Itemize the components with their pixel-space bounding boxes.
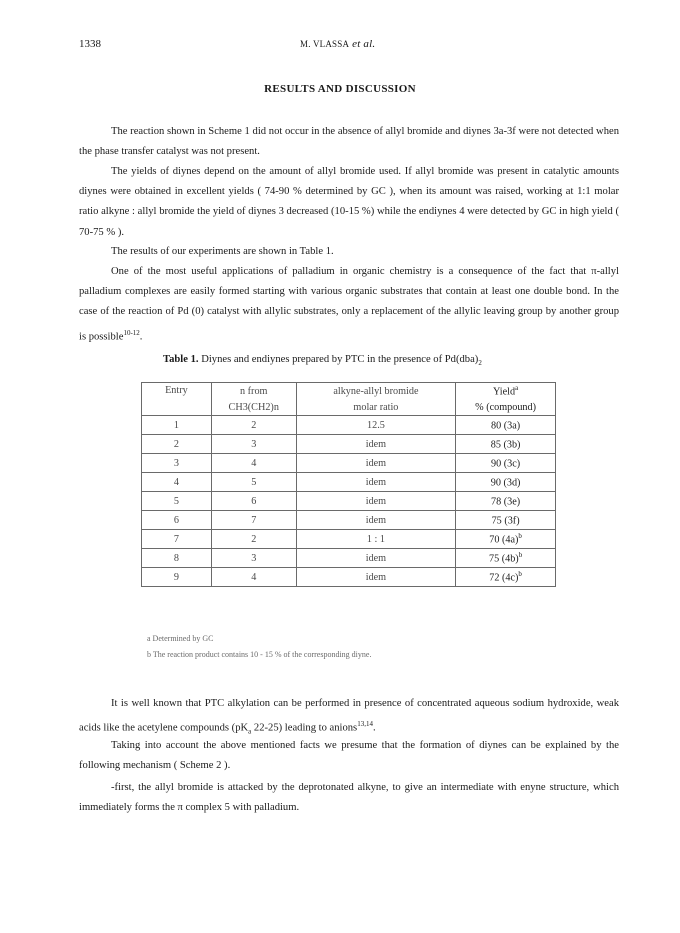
paragraph <box>79 162 619 243</box>
cell-n <box>211 492 296 511</box>
header-n-group: CH3(CH2)n <box>211 399 296 416</box>
paragraph <box>79 122 619 162</box>
table-caption-subscript: 2 <box>478 359 482 368</box>
cell-entry-text: 4 <box>173 476 179 488</box>
table-row <box>142 435 556 454</box>
cell-yield <box>456 492 556 511</box>
cell-entry <box>142 568 212 587</box>
cell-yield <box>456 549 556 568</box>
cell-entry-text: 6 <box>173 514 179 526</box>
paragraph-text: It is well known that PTC alkylation can be performed in presence of concentrated aqueous sodium hydroxide, weak acids like the acetylene compounds (pK <box>79 698 619 734</box>
cell-yield <box>456 530 556 549</box>
table-caption <box>163 354 482 367</box>
cell-ratio-text: idem <box>365 438 387 450</box>
cell-n <box>211 511 296 530</box>
header-yield <box>456 383 556 400</box>
cell-ratio <box>296 549 456 568</box>
paragraph-subscript: a <box>248 727 252 736</box>
running-head-et-al: et al. <box>352 38 376 50</box>
cell-n <box>211 416 296 435</box>
cell-yield-text: 80 (3a) <box>491 420 521 432</box>
cell-ratio <box>296 568 456 587</box>
section-heading: RESULTS AND DISCUSSION <box>264 83 416 95</box>
cell-n-text: 4 <box>251 457 257 469</box>
table-label: Table 1. <box>163 354 199 365</box>
table-row <box>142 454 556 473</box>
cell-ratio <box>296 435 456 454</box>
results-table <box>141 382 556 587</box>
cell-n-text: 2 <box>251 533 257 545</box>
cell-ratio <box>296 454 456 473</box>
cell-entry <box>142 530 212 549</box>
paragraph-text: Taking into account the above mentioned facts we presume that the formation of diynes can be explained by the following mechanism ( Scheme 2 ). <box>79 740 619 772</box>
cell-yield <box>456 511 556 530</box>
cell-n-text: 4 <box>251 571 257 583</box>
cell-n-text: 3 <box>251 552 257 564</box>
cell-yield-text: 78 (3e) <box>491 496 521 508</box>
table-header-row <box>142 383 556 400</box>
cell-n <box>211 473 296 492</box>
cell-ratio-text: idem <box>365 495 387 507</box>
cell-ratio <box>296 473 456 492</box>
cell-ratio-text: 1 : 1 <box>366 533 385 545</box>
cell-ratio <box>296 530 456 549</box>
table-row <box>142 549 556 568</box>
cell-n <box>211 530 296 549</box>
running-head-author: M. VLASSA <box>300 39 350 49</box>
cell-ratio-text: 12.5 <box>367 419 385 431</box>
cell-n-text: 3 <box>251 438 257 450</box>
cell-entry <box>142 473 212 492</box>
header-entry: Entry <box>142 383 212 416</box>
cell-n-text: 5 <box>251 476 257 488</box>
cell-entry <box>142 416 212 435</box>
cell-ratio <box>296 511 456 530</box>
cell-n <box>211 549 296 568</box>
reference-superscript: 10-12 <box>123 328 140 337</box>
cell-yield <box>456 454 556 473</box>
cell-entry-text: 2 <box>173 438 179 450</box>
cell-yield <box>456 435 556 454</box>
header-ratio-unit: molar ratio <box>296 399 456 416</box>
cell-ratio-text: idem <box>365 571 387 583</box>
reference-superscript: 13,14 <box>357 720 373 729</box>
cell-yield-text: 75 (3f) <box>491 515 520 527</box>
paragraph <box>79 778 619 818</box>
paragraph-text: One of the most useful applications of palladium in organic chemistry is a consequence of the fact that π-allyl palladium complexes are easily formed starting with various organic substrates that contain at least one double bond. In the case of the reaction of Pd (0) catalyst with allylic substrates, only a replacement of the allylic leaving group by another group is possible <box>79 266 619 343</box>
table-row <box>142 416 556 435</box>
table-row <box>142 530 556 549</box>
cell-entry-text: 1 <box>173 419 179 431</box>
paragraph-text: 22-25) leading to anions <box>251 722 358 734</box>
cell-entry-text: 9 <box>173 571 179 583</box>
table-row <box>142 511 556 530</box>
paragraph <box>79 736 619 776</box>
cell-yield-sup: b <box>518 570 522 579</box>
cell-entry <box>142 454 212 473</box>
cell-yield-text: 75 (4b) <box>488 553 519 565</box>
table-footnote-a: a Determined by GC <box>147 634 214 643</box>
paragraph-text: The reaction shown in Scheme 1 did not occur in the absence of allyl bromide and diynes 3a-3f were not detected when the phase transfer catalyst was not present. <box>79 126 619 158</box>
cell-yield-text: 70 (4a) <box>489 534 519 546</box>
paragraph: It is well known that PTC alkylation can be performed in presence of concentrated aqueous sodium hydroxide, weak acids like the acetylene compounds ($pK_a$ 22-25) leading to anions$^{13,14}$. <box>79 698 619 736</box>
paragraph <box>79 242 619 262</box>
cell-yield-text: 90 (3c) <box>491 458 521 470</box>
cell-n-text: 2 <box>251 419 257 431</box>
cell-n <box>211 568 296 587</box>
cell-entry-text: 3 <box>173 457 179 469</box>
cell-n-text: 6 <box>251 495 257 507</box>
header-yield-text: Yield <box>492 386 516 398</box>
cell-n-text: 7 <box>251 514 257 526</box>
table-caption-text: Diynes and endiynes prepared by PTC in the presence of Pd(dba) <box>201 354 479 365</box>
cell-yield-text: 90 (3d) <box>490 477 521 489</box>
cell-entry-text: 5 <box>173 495 179 507</box>
cell-yield-sup: b <box>518 551 523 560</box>
header-yield-sup: a <box>515 384 519 393</box>
cell-yield <box>456 416 556 435</box>
cell-ratio-text: idem <box>365 457 387 469</box>
cell-entry <box>142 511 212 530</box>
cell-entry <box>142 435 212 454</box>
cell-ratio-text: idem <box>365 514 387 526</box>
paragraph-text: The results of our experiments are shown in Table 1. <box>111 246 334 257</box>
cell-n <box>211 435 296 454</box>
paragraph: One of the most useful applications of palladium in organic chemistry is a consequence of the fact that π-allyl palladium complexes are easily formed starting with various organic substrates that contain at least one double bond. In the case of the reaction of Pd (0) catalyst with allylic substrates, only a replacement of the allylic leaving group by another group is possible$^{10-12}$. <box>79 266 619 343</box>
cell-entry-text: 7 <box>173 533 179 545</box>
cell-entry-text: 8 <box>173 552 179 564</box>
paragraph-text: The yields of diynes depend on the amount of allyl bromide used. If allyl bromide was present in catalytic amounts diynes were obtained in excellent yields ( 74-90 % determined by GC ), when its amount was raised, working at 1:1 molar ratio alkyne : allyl bromide the yield of diynes 3 decreased (10-15 %) while the endiynes 4 were detected by GC in high yield ( 70-75 % ). <box>79 166 619 238</box>
cell-ratio <box>296 492 456 511</box>
cell-entry <box>142 492 212 511</box>
table-row <box>142 473 556 492</box>
cell-entry <box>142 549 212 568</box>
cell-yield-sup: b <box>518 532 522 541</box>
cell-yield <box>456 568 556 587</box>
header-ratio: alkyne-allyl bromide <box>296 383 456 400</box>
header-yield-unit: % (compound) <box>456 399 556 416</box>
cell-ratio-text: idem <box>365 552 387 564</box>
header-n-from: n from <box>211 383 296 400</box>
running-head <box>300 38 375 50</box>
cell-ratio <box>296 416 456 435</box>
table-row <box>142 492 556 511</box>
cell-yield-text: 85 (3b) <box>490 439 521 451</box>
cell-yield <box>456 473 556 492</box>
paragraph-text: -first, the allyl bromide is attacked by the deprotonated alkyne, to give an intermediate with enyne structure, which immediately forms the π complex 5 with palladium. <box>79 782 619 814</box>
table-footnote-b: b The reaction product contains 10 - 15 % of the corresponding diyne. <box>147 650 372 659</box>
cell-n <box>211 454 296 473</box>
table-row <box>142 568 556 587</box>
page-number: 1338 <box>79 38 101 50</box>
cell-ratio-text: idem <box>365 476 387 488</box>
cell-yield-text: 72 (4c) <box>489 572 519 584</box>
